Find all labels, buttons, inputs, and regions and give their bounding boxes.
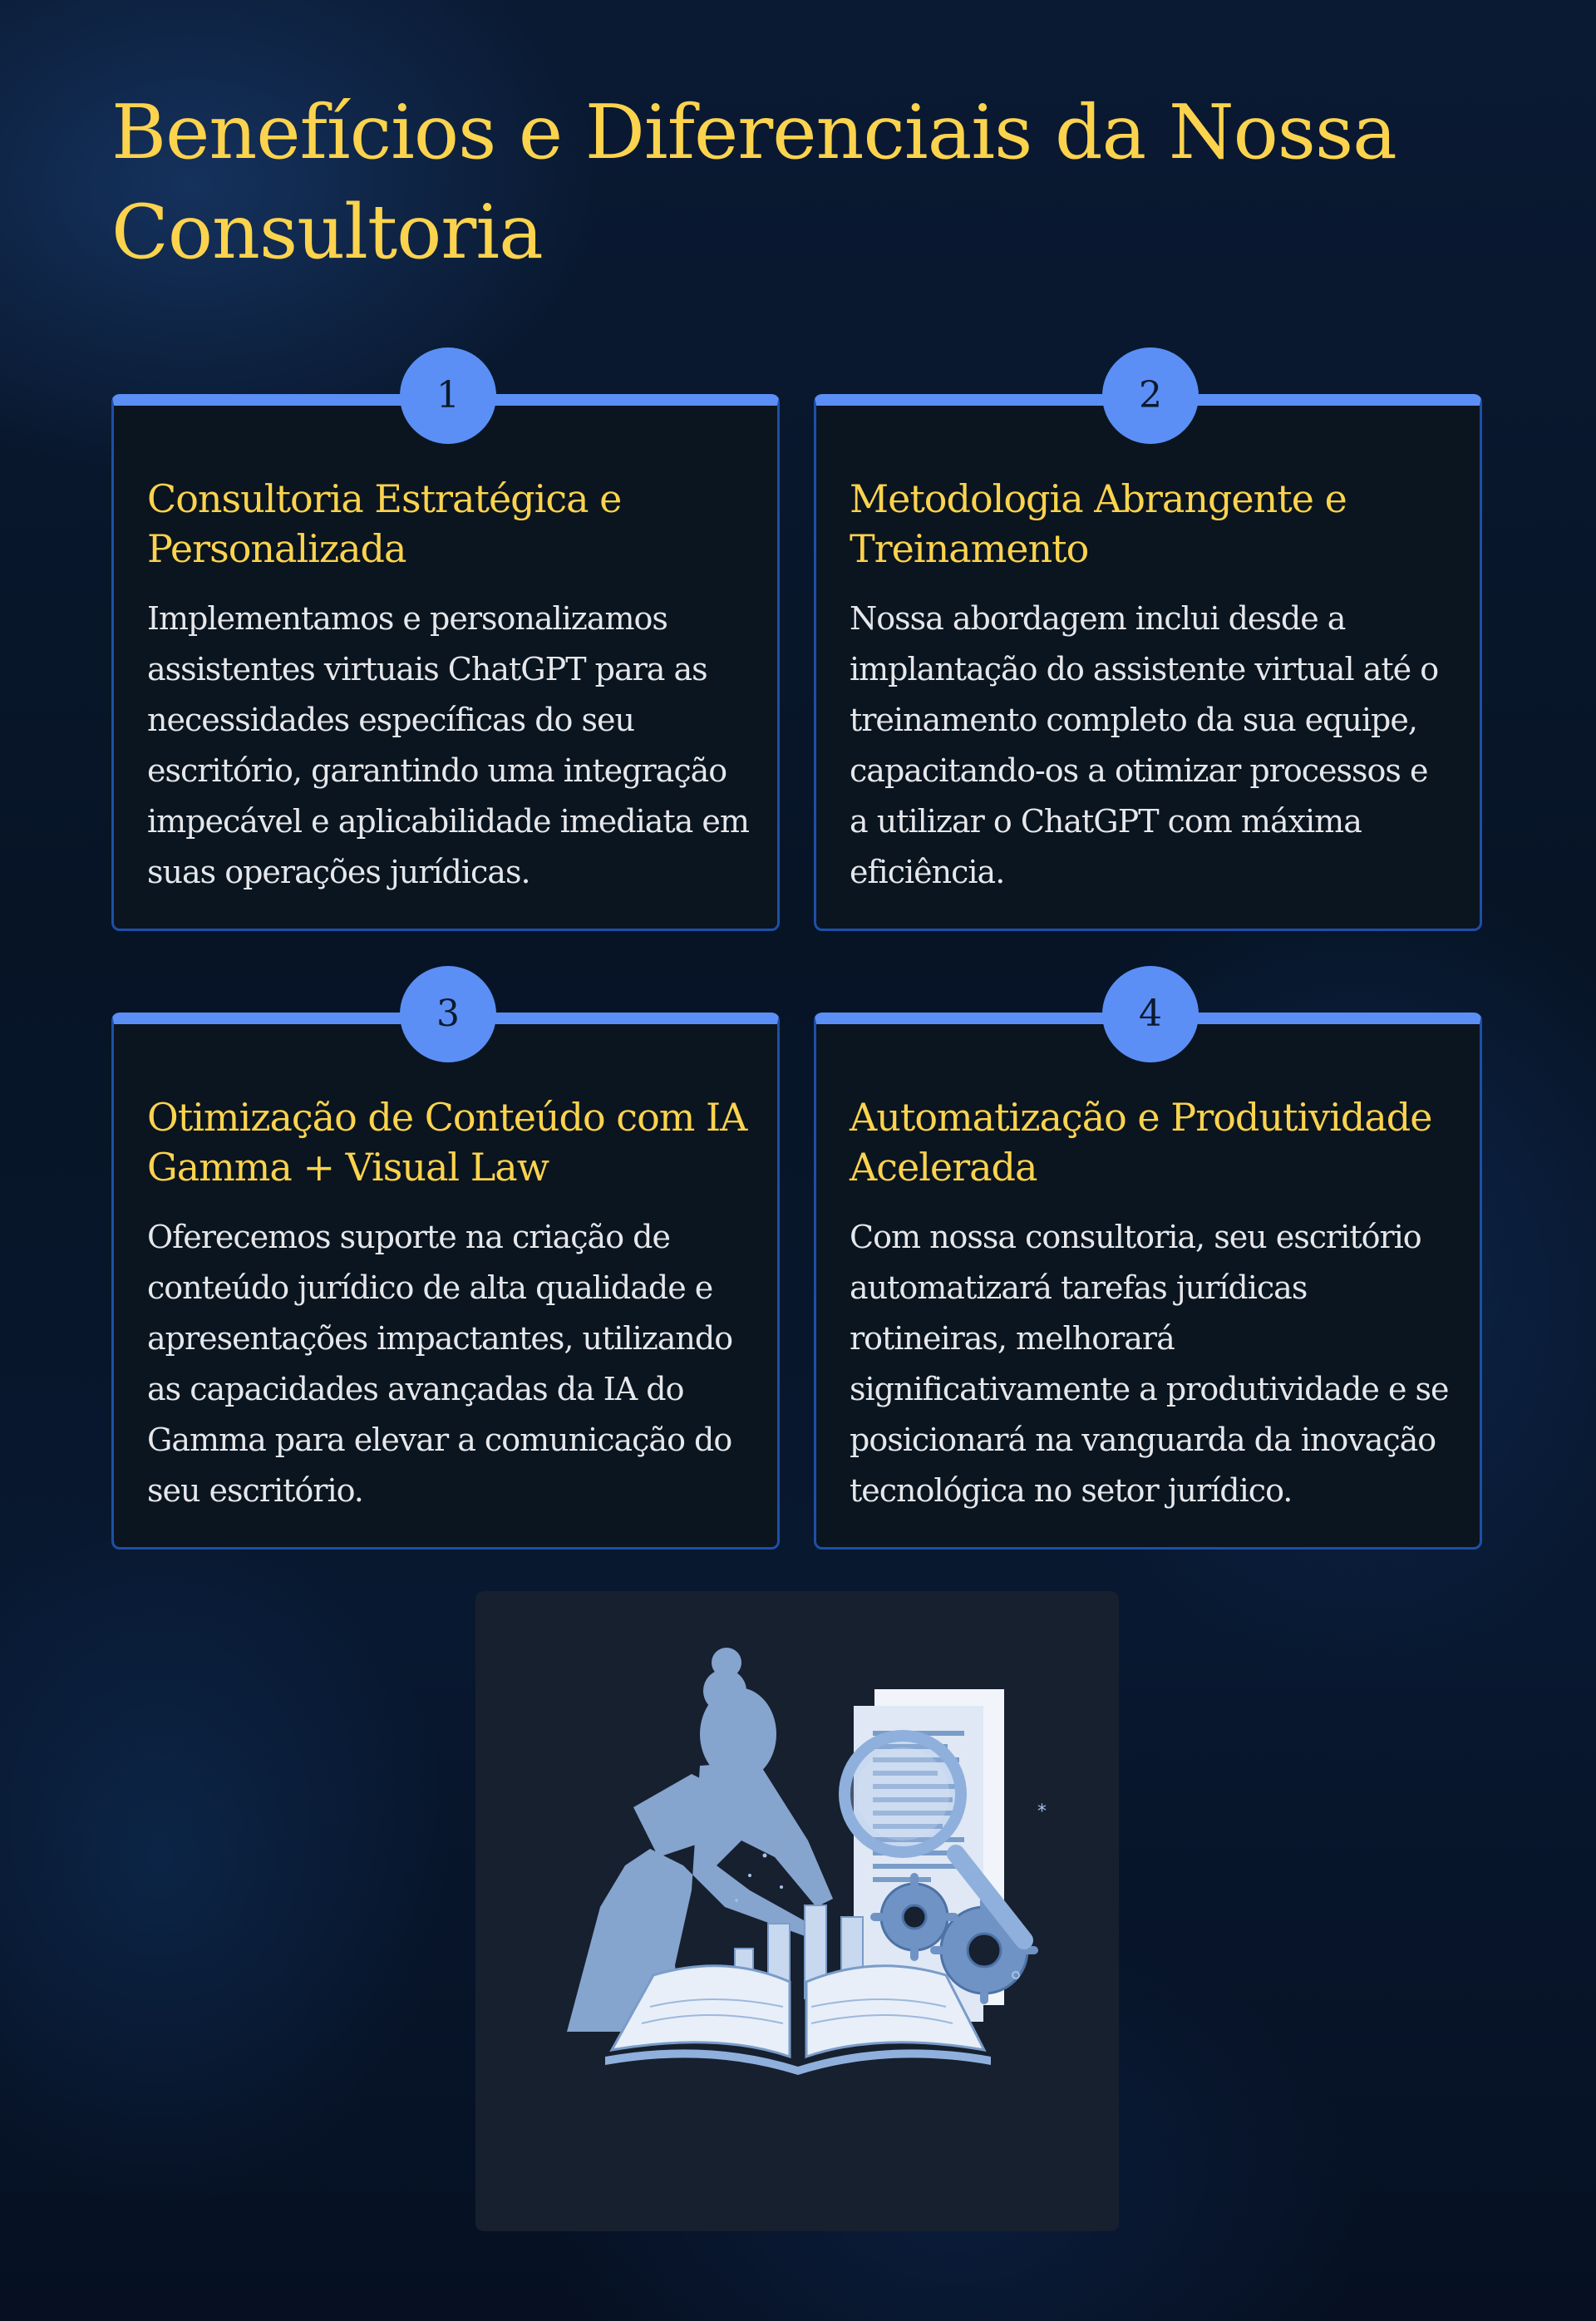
card-description: Oferecemos suporte na criação de conteúdo jurídico de alta qualidade e apresentações impactantes, utilizando as capacidades avançadas da IA do Gamma para elevar a comunicação do seu escritório. — [147, 1219, 733, 1509]
card-description: Implementamos e personalizamos assistentes virtuais ChatGPT para as necessidades específicas do seu escritório, garantindo uma integração impecável e aplicabilidade imediata em suas operações jurídicas. — [147, 600, 749, 890]
card-title: Metodologia Abrangente e Treinamento — [850, 476, 1347, 571]
benefit-card-3 — [111, 993, 780, 1550]
card-number-badge: 2 — [1102, 347, 1199, 444]
benefit-card-2 — [814, 374, 1482, 931]
card-description: Nossa abordagem inclui desde a implantação do assistente virtual até o treinamento completo da sua equipe, capacitando-os a otimizar processos e a utilizar o ChatGPT com máxima eficiência. — [850, 600, 1439, 890]
card-number-badge: 1 — [400, 347, 496, 444]
legal-ai-illustration — [475, 1591, 1119, 2231]
card-description: Com nossa consultoria, seu escritório automatizará tarefas jurídicas rotineiras, melhorará significativamente a produtividade e se posicionará na vanguarda da inovação tecnológica no setor jurídico. — [850, 1219, 1449, 1509]
benefit-card-4 — [814, 993, 1482, 1550]
card-title: Automatização e Produtividade Acelerada — [850, 1095, 1432, 1190]
card-number-badge: 4 — [1102, 966, 1199, 1062]
benefit-card-1 — [111, 374, 780, 931]
card-number-badge: 3 — [400, 966, 496, 1062]
open-book-icon — [605, 1966, 991, 2075]
illustration-panel — [475, 1591, 1119, 2231]
card-title: Consultoria Estratégica e Personalizada — [147, 476, 622, 571]
page-title: Benefícios e Diferenciais da Nossa Consultoria — [111, 89, 1396, 276]
card-title: Otimização de Conteúdo com IA Gamma + Visual Law — [147, 1095, 747, 1190]
svg-text:*: * — [1037, 1801, 1047, 1822]
